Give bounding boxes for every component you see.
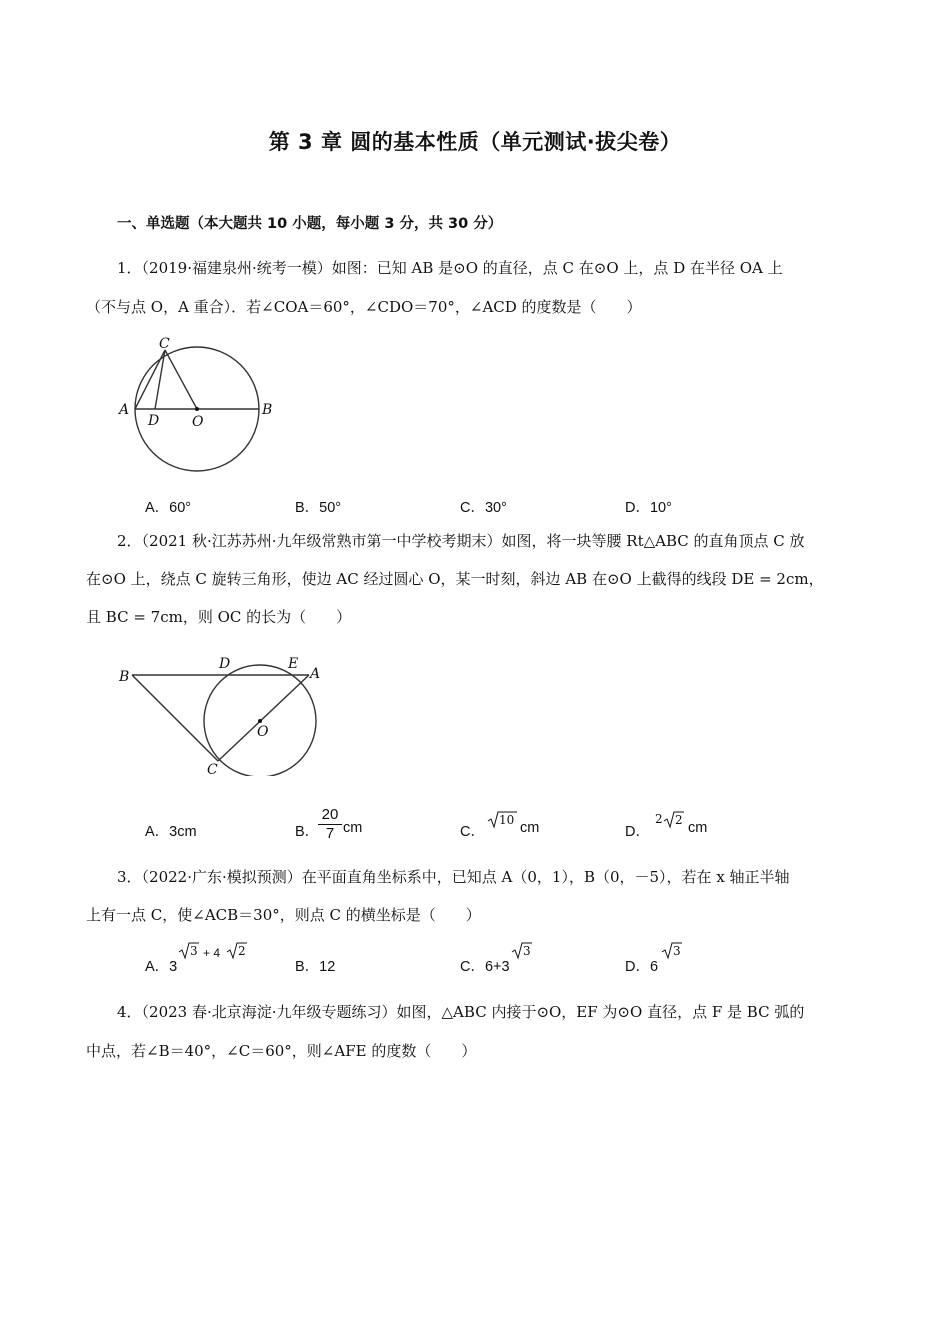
q3-option-c-prefix: C．6+3 [460, 959, 510, 975]
q2-option-b-prefix: B． [295, 824, 320, 840]
q2-option-d-radicand: 2 [675, 813, 683, 827]
q2-option-c-prefix: C． [460, 824, 485, 840]
document-title: 第 3 章 圆的基本性质（单元测试·拔尖卷） [268, 130, 682, 154]
q1-option-b: B．50° [295, 500, 342, 516]
q1-option-a: A．60° [145, 500, 192, 516]
q2-label-B: B [119, 669, 130, 685]
q3-option-d-radicand: 3 [673, 944, 681, 958]
q2-option-b-numerator: 20 [318, 806, 342, 825]
q1-label-C: C [159, 336, 170, 352]
q4-text-line2: 中点，若∠B＝40°，∠C＝60°，则∠AFE 的度数（ ） [86, 1042, 477, 1060]
q2-option-c-unit: cm [520, 820, 540, 836]
q3-option-d-prefix: D．6 [625, 959, 659, 975]
q1-text-line2: （不与点 O，A 重合）．若∠COA＝60°，∠CDO＝70°，∠ACD 的度数是（ ） [86, 298, 642, 316]
q1-option-d: D．10° [625, 500, 672, 516]
q3-option-a-radicand2: 2 [238, 944, 246, 958]
q1-label-O: O [192, 414, 204, 430]
q1-label-B: B [262, 402, 273, 418]
q2-text-line1: 2．（2021 秋·江苏苏州·九年级常熟市第一中学校考期末）如图，将一块等腰 Rt△ABC 的直角顶点 C 放 [117, 532, 805, 550]
q2-text-line3: 且 BC = 7cm，则 OC 的长为（ ） [86, 608, 352, 626]
q2-option-b-fraction [318, 806, 342, 843]
q2-option-d-prefix: D． [625, 824, 650, 840]
q1-option-c: C．30° [460, 500, 507, 516]
q2-option-d-unit: cm [688, 820, 708, 836]
q2-label-D: D [219, 656, 231, 672]
q2-option-c-radicand: 10 [499, 813, 515, 827]
q2-triangle-figure [112, 652, 327, 776]
q2-text-line2: 在⊙O 上，绕点 C 旋转三角形，使边 AC 经过圆心 O，某一时刻，斜边 AB 在⊙O 上截得的线段 DE = 2cm， [86, 570, 824, 588]
q2-option-b-unit: cm [343, 820, 363, 836]
q2-option-d-coef: 2 [655, 812, 663, 826]
section-heading: 一、单选题（本大题共 10 小题，每小题 3 分，共 30 分） [117, 216, 503, 232]
q3-text-line2: 上有一点 C，使∠ACB＝30°，则点 C 的横坐标是（ ） [86, 906, 481, 924]
q2-label-O: O [257, 724, 269, 740]
q1-label-A: A [119, 402, 130, 418]
q2-label-A: A [310, 666, 321, 682]
q2-label-C: C [207, 762, 218, 776]
q2-option-a: A．3cm [145, 824, 197, 840]
q3-option-b: B．12 [295, 959, 336, 975]
q2-label-E: E [288, 656, 299, 672]
q1-label-D: D [148, 413, 160, 429]
q1-circle-figure [112, 332, 282, 480]
q3-text-line1: 3．（2022·广东·模拟预测）在平面直角坐标系中，已知点 A（0，1），B（0，－5），若在 x 轴正半轴 [117, 868, 790, 886]
q3-option-c-radicand: 3 [523, 944, 531, 958]
q4-text-line1: 4．（2023 春·北京海淀·九年级专题练习）如图，△ABC 内接于⊙O，EF 为⊙O 直径，点 F 是 BC 弧的 [117, 1003, 805, 1021]
q1-text-line1: 1．（2019·福建泉州·统考一模）如图：已知 AB 是⊙O 的直径，点 C 在⊙O 上，点 D 在半径 OA 上 [117, 259, 783, 277]
q3-option-a-plus: + 4 [203, 946, 221, 960]
q3-option-a-prefix: A．3 [145, 959, 178, 975]
q3-option-a-radicand1: 3 [190, 944, 198, 958]
q2-option-b-denominator: 7 [325, 825, 335, 842]
